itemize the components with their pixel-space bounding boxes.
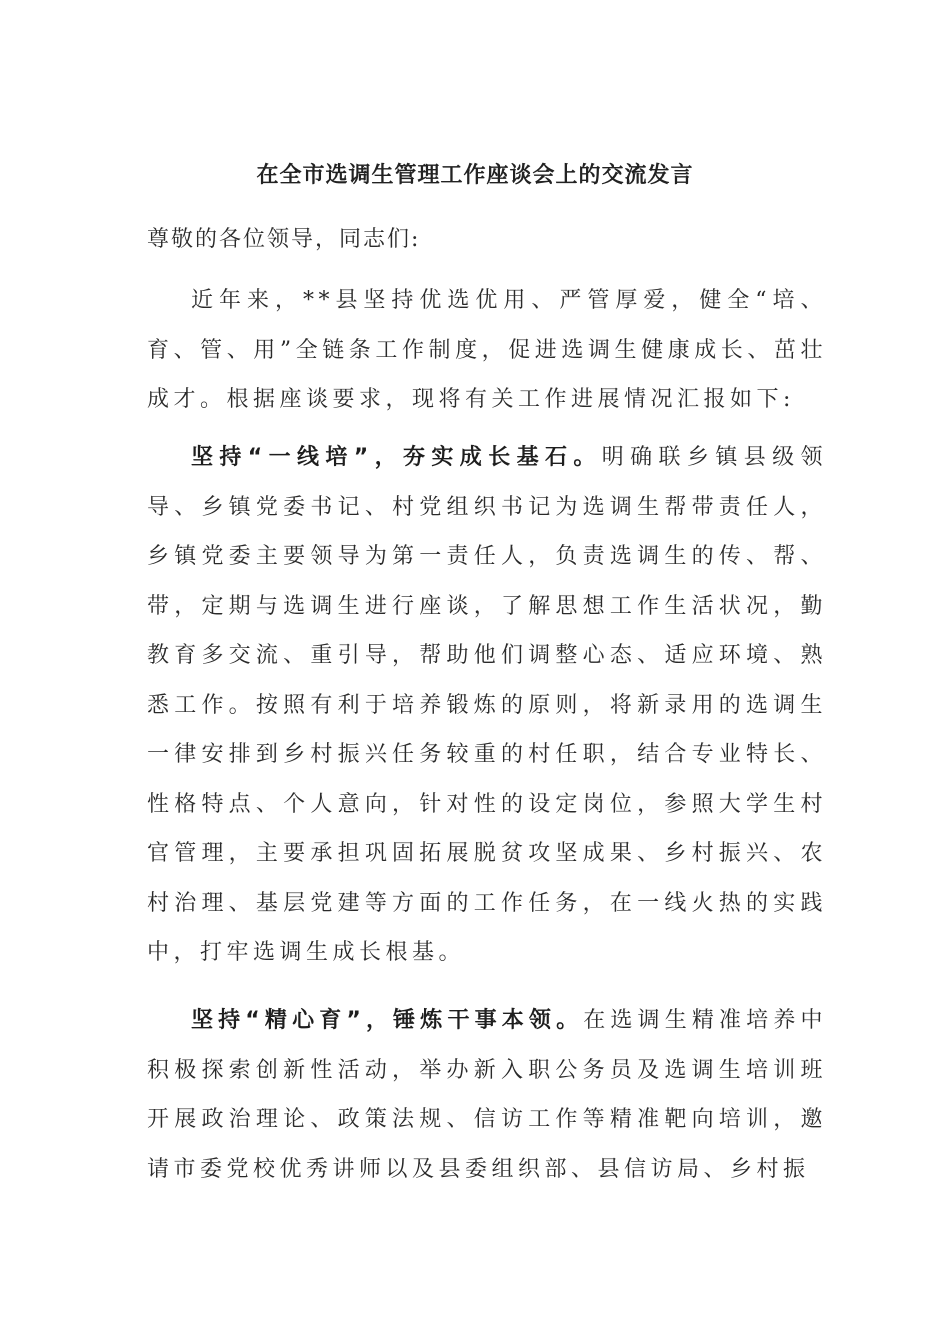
paragraph-training [147,433,827,978]
paragraph-intro [147,276,827,425]
salutation: 尊敬的各位领导，同志们: [147,227,421,252]
paragraph-heading: 坚持“精心育”，锤炼干事本领。 [191,1008,584,1033]
paragraph-cultivation [147,996,827,1194]
paragraph-body: 在选调生精准培养中积极探索创新性活动，举办新入职公务员及选调生培训班开展政治理论、政策法规、信访工作等精准靶向培训，邀请市委党校优秀讲师以及县委组织部、县信访局、乡村振 [147,1008,827,1182]
paragraph-body: 明确联乡镇县级领导、乡镇党委书记、村党组织书记为选调生帮带责任人，乡镇党委主要领导为第一责任人，负责选调生的传、帮、带，定期与选调生进行座谈，了解思想工作生活状况，勤教育多交流、重引导，帮助他们调整心态、适应环境、熟悉工作。按照有利于培养锻炼的原则，将新录用的选调生一律安排到乡村振兴任务较重的村任职，结合专业特长、性格特点、个人意向，针对性的设定岗位，参照大学生村官管理，主要承担巩固拓展脱贫攻坚成果、乡村振兴、农村治理、基层党建等方面的工作任务，在一线火热的实践中，打牢选调生成长根基。 [147,445,827,965]
paragraph-body: 近年来，**县坚持优选优用、严管厚爱，健全“培、育、管、用”全链条工作制度，促进选调生健康成长、茁壮成才。根据座谈要求，现将有关工作进展情况汇报如下: [147,288,827,412]
paragraph-heading: 坚持“一线培”，夯实成长基石。 [191,445,602,470]
document-title: 在全市选调生管理工作座谈会上的交流发言 [256,163,694,188]
